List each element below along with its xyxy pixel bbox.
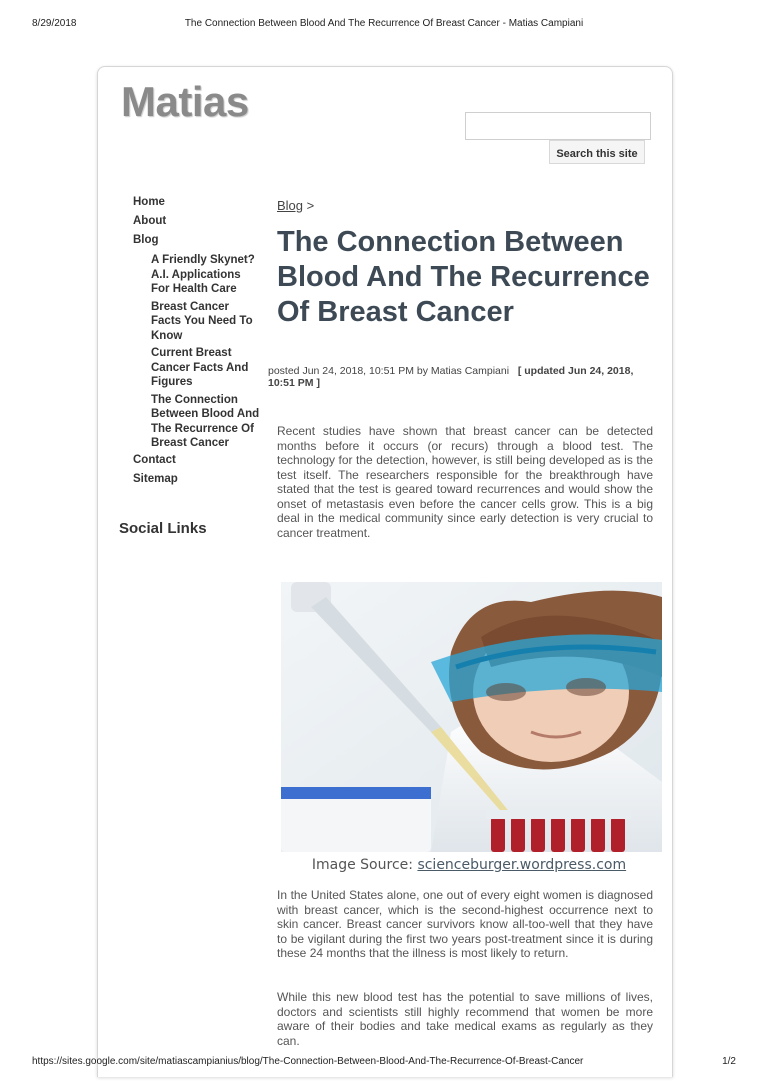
main-content	[277, 198, 655, 330]
social-links-heading: Social Links	[119, 520, 207, 537]
breadcrumb	[277, 198, 655, 213]
print-title: The Connection Between Blood And The Recurrence Of Breast Cancer - Matias Campiani	[184, 18, 584, 29]
article-image	[281, 582, 662, 852]
sidebar-item-blog[interactable]: Blog	[133, 234, 159, 246]
sidebar-subitem-breast-cancer-facts[interactable]: Breast Cancer Facts You Need To Know	[151, 300, 253, 342]
image-source-link[interactable]: scienceburger.wordpress.com	[417, 857, 627, 873]
breadcrumb-separator: >	[306, 198, 315, 213]
sidebar-subitem-friendly-skynet[interactable]: A Friendly Skynet? A.I. Applications For Health Care	[151, 254, 255, 295]
post-meta-posted: posted Jun 24, 2018, 10:51 PM by Matias Campiani	[268, 365, 510, 377]
image-caption-prefix: Image Source:	[311, 857, 413, 873]
sidebar-item-about[interactable]: About	[133, 215, 167, 227]
site-name[interactable]: Matias	[121, 78, 249, 125]
post-meta-updated: [ updated Jun 24, 2018, 10:51 PM ]	[268, 365, 634, 389]
lab-scientist-image	[281, 582, 662, 852]
sidebar-item-home[interactable]: Home	[133, 196, 165, 208]
sidebar-subitem-current-facts[interactable]: Current Breast Cancer Facts And Figures	[151, 347, 249, 388]
post-paragraph-3: While this new blood test has the potential to save millions of lives, doctors and scientists still highly recommend that women be more aware of their bodies and take medical exams as regularly as they can.	[277, 990, 653, 1048]
post-title: The Connection Between Blood And The Recurrence Of Breast Cancer	[277, 226, 650, 328]
print-url: https://sites.google.com/site/matiascampianius/blog/The-Connection-Between-Blood-And-The-Recurrence-Of-Breast-Cancer	[32, 1056, 584, 1067]
breadcrumb-blog-link[interactable]: Blog	[277, 198, 304, 213]
sidebar-subitem-blood-recurrence[interactable]: The Connection Between Blood And The Recurrence Of Breast Cancer	[151, 393, 260, 449]
post-meta	[268, 365, 658, 389]
print-page-number: 1/2	[722, 1056, 736, 1067]
post-paragraph-2: In the United States alone, one out of every eight women is diagnosed with breast cancer, which is the second-highest occurrence next to skin cancer. Breast cancer survivors know all-too-well that they have to be vigilant during the first two years post-treatment since it is during these 24 months that the illness is most likely to return.	[277, 888, 653, 960]
search-button[interactable]: Search this site	[549, 140, 645, 164]
search-input[interactable]	[465, 112, 651, 140]
sidebar-item-contact[interactable]: Contact	[133, 453, 176, 466]
sidebar-item-sitemap[interactable]: Sitemap	[133, 472, 178, 485]
image-caption	[277, 857, 661, 873]
sidebar-nav	[133, 196, 263, 492]
print-date: 8/29/2018	[32, 18, 77, 29]
post-paragraph-1: Recent studies have shown that breast cancer can be detected months before it occurs (or recurs) through a blood test. The technology for the detection, however, is still being developed as is the test itself. The researchers responsible for the breakthrough have stated that the test is geared toward recurrences and would show the onset of metastasis even before the cancer cells grow. This is a big deal in the medical community since early detection is very crucial to cancer treatment.	[277, 424, 653, 540]
